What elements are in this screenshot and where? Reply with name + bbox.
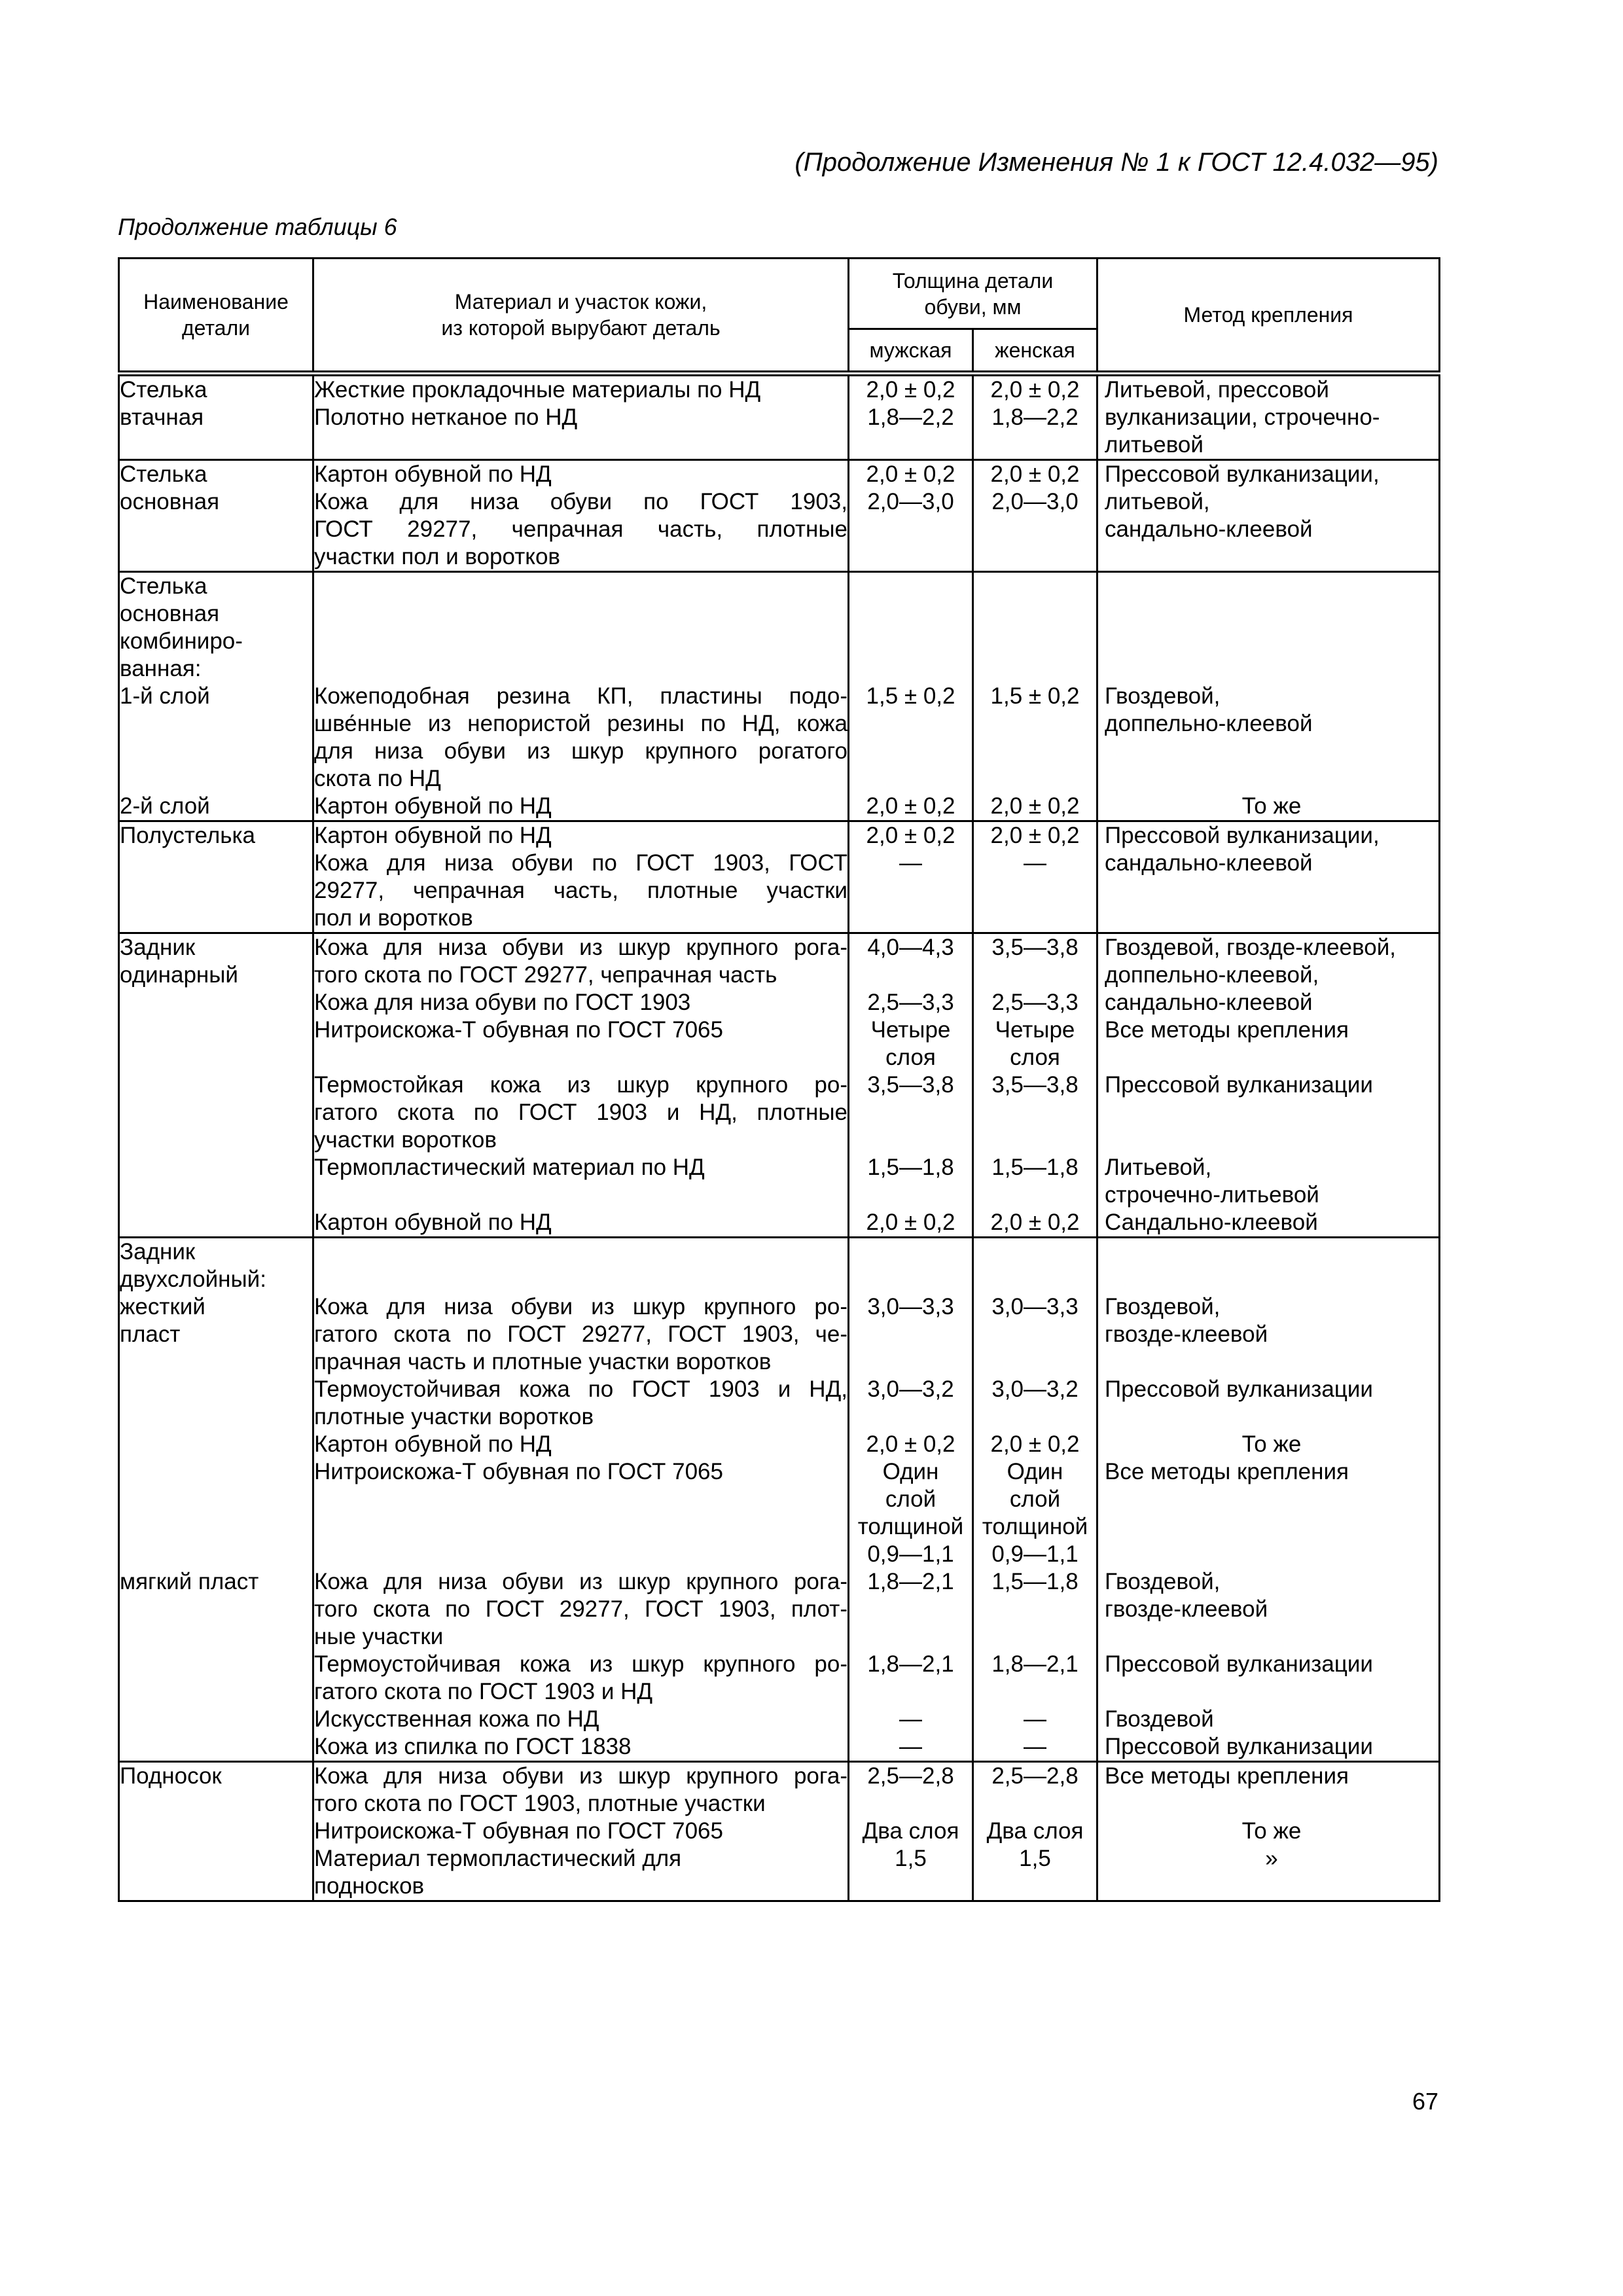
- table-row: [119, 821, 1440, 933]
- thickness-female-line: [974, 1623, 1096, 1651]
- thickness-male-line: [849, 1596, 972, 1623]
- thickness-female-line: [974, 573, 1096, 600]
- material-line: пол и воротков: [314, 905, 473, 931]
- part-name-line: двухслойный:: [120, 1266, 266, 1292]
- thickness-female-line: —: [1024, 1706, 1046, 1732]
- thickness-female-line: 1,5—1,8: [991, 1569, 1079, 1594]
- thickness-female-line: [974, 1126, 1096, 1154]
- part-name-line: ванная:: [120, 656, 202, 681]
- thickness-male-line: 3,0—3,3: [867, 1294, 954, 1319]
- material-line: [314, 628, 847, 655]
- material-line: Кожа для низа обуви из шкур крупного ро-: [314, 1294, 847, 1319]
- material-line: Кожеподобная резина КП, пластины подо-: [314, 683, 847, 709]
- part-name-line: 2-й слой: [120, 793, 210, 819]
- thickness-female-line: —: [1024, 1734, 1046, 1759]
- thickness-male-line: [849, 1321, 972, 1348]
- thickness-female-line: [974, 1321, 1096, 1348]
- method-line: Все методы крепления: [1105, 1763, 1349, 1789]
- thickness-female-line: 3,0—3,2: [991, 1376, 1079, 1402]
- thickness-male-line: 1,5: [895, 1846, 927, 1871]
- material-line: 29277, чепрачная часть, плотные участки: [314, 878, 847, 903]
- method-line: [1105, 1513, 1438, 1541]
- method-line: [1105, 1873, 1438, 1900]
- thickness-female-line: 3,5—3,8: [991, 935, 1079, 960]
- thickness-male-line: 1,8—2,2: [867, 404, 954, 430]
- material-line: того скота по ГОСТ 29277, чепрачная часть: [314, 962, 777, 988]
- material-line: прачная часть и плотные участки воротков: [314, 1349, 772, 1374]
- cell-material: [313, 1238, 849, 1762]
- cell-method: [1097, 374, 1440, 460]
- method-line: доппельно-клеевой: [1105, 711, 1313, 736]
- method-line: гвозде-клеевой: [1105, 1321, 1268, 1347]
- thickness-female-line: толщиной: [982, 1514, 1088, 1539]
- thickness-male-line: 2,5—2,8: [867, 1763, 954, 1789]
- thickness-female-line: Четыре: [995, 1017, 1075, 1043]
- material-line: [314, 573, 847, 600]
- cell-part-name: [119, 374, 313, 460]
- part-name-line: [120, 1513, 312, 1541]
- thickness-female-line: [974, 1181, 1096, 1209]
- header-female: женская: [973, 329, 1097, 374]
- material-line: Жесткие прокладочные материалы по НД: [314, 377, 761, 403]
- material-line: Кожа для низа обуви по ГОСТ 1903,: [314, 489, 847, 514]
- material-line: подносков: [314, 1873, 425, 1899]
- material-line: Картон обувной по НД: [314, 1210, 552, 1235]
- cell-thickness-female: [973, 821, 1097, 933]
- material-line: Термоустойчивая кожа по ГОСТ 1903 и НД,: [314, 1376, 847, 1402]
- thickness-male-line: слой: [885, 1486, 936, 1512]
- thickness-male-line: 3,5—3,8: [867, 1072, 954, 1098]
- part-name-line: [120, 1541, 312, 1568]
- header-material: Материал и участок кожи, из которой вырубают деталь: [313, 259, 849, 374]
- cell-material: [313, 572, 849, 821]
- thickness-male-line: 3,0—3,2: [867, 1376, 954, 1402]
- thickness-female-line: [974, 1596, 1096, 1623]
- part-name-line: [120, 1348, 312, 1376]
- table-row: [119, 374, 1440, 460]
- method-line: Сандально-клеевой: [1105, 1210, 1318, 1235]
- thickness-female-line: —: [1024, 850, 1046, 876]
- thickness-female-line: [974, 655, 1096, 683]
- cell-thickness-female: [973, 460, 1097, 572]
- thickness-male-line: Один: [882, 1459, 939, 1484]
- thickness-female-line: Два слоя: [986, 1818, 1084, 1844]
- material-line: Картон обувной по НД: [314, 823, 552, 848]
- cell-thickness-male: [849, 460, 973, 572]
- method-line: литьевой,: [1105, 489, 1210, 514]
- thickness-female-line: 1,5: [1019, 1846, 1051, 1871]
- header-male: мужская: [849, 329, 973, 374]
- cell-part-name: [119, 1762, 313, 1901]
- thickness-male-line: толщиной: [857, 1514, 964, 1539]
- material-line: скота по НД: [314, 766, 441, 791]
- material-line: гатого скота по ГОСТ 1903 и НД, плотные: [314, 1100, 847, 1125]
- method-line: [1105, 600, 1438, 628]
- cell-thickness-male: [849, 821, 973, 933]
- thickness-male-line: 2,5—3,3: [867, 990, 954, 1015]
- method-line: [1105, 1044, 1438, 1071]
- part-name-line: [120, 765, 312, 793]
- material-line: Искусственная кожа по НД: [314, 1706, 599, 1732]
- thickness-female-line: 2,5—2,8: [991, 1763, 1079, 1789]
- material-line: Кожа для низа обуви по ГОСТ 1903, ГОСТ: [314, 850, 847, 876]
- thickness-male-line: [849, 1623, 972, 1651]
- method-line: [1105, 1541, 1438, 1568]
- cell-material: [313, 1762, 849, 1901]
- part-name-line: одинарный: [120, 962, 238, 988]
- material-line: плотные участки воротков: [314, 1404, 594, 1429]
- method-line: доппельно-клеевой,: [1105, 962, 1319, 988]
- method-line: [1105, 655, 1438, 683]
- material-line: того скота по ГОСТ 29277, ГОСТ 1903, плот-: [314, 1596, 847, 1622]
- thickness-female-line: [974, 738, 1096, 765]
- thickness-female-line: 1,8—2,2: [991, 404, 1079, 430]
- method-line: Гвоздевой, гвозде-клеевой,: [1105, 935, 1396, 960]
- thickness-male-line: [849, 573, 972, 600]
- method-line: Все методы крепления: [1105, 1459, 1349, 1484]
- thickness-female-line: 1,5—1,8: [991, 1155, 1079, 1180]
- cell-part-name: [119, 572, 313, 821]
- cell-method: [1097, 1238, 1440, 1762]
- method-line: Гвоздевой,: [1105, 1294, 1221, 1319]
- thickness-female-line: [974, 765, 1096, 793]
- part-name-line: комбиниро-: [120, 628, 243, 654]
- thickness-male-line: [849, 655, 972, 683]
- thickness-female-line: [974, 1238, 1096, 1266]
- material-line: [314, 655, 847, 683]
- method-line: [1105, 1348, 1438, 1376]
- thickness-male-line: [849, 961, 972, 989]
- cell-part-name: [119, 821, 313, 933]
- cell-thickness-female: [973, 374, 1097, 460]
- material-line: [314, 1513, 847, 1541]
- material-line: Нитроискожа-Т обувная по ГОСТ 7065: [314, 1818, 723, 1844]
- part-name-line: [120, 1431, 312, 1458]
- thickness-male-line: [849, 1126, 972, 1154]
- material-line: [314, 1238, 847, 1266]
- material-line: Нитроискожа-Т обувная по ГОСТ 7065: [314, 1017, 723, 1043]
- material-line: шве́нные из непористой резины по НД, кожа: [314, 711, 847, 736]
- part-name-line: пласт: [120, 1321, 181, 1347]
- cell-thickness-female: [973, 933, 1097, 1238]
- material-line: ГОСТ 29277, чепрачная часть, плотные: [314, 516, 847, 542]
- part-name-line: Задник: [120, 935, 196, 960]
- part-name-line: [120, 1376, 312, 1403]
- thickness-male-line: 1,8—2,1: [867, 1569, 954, 1594]
- part-name-line: Стелька: [120, 461, 207, 487]
- method-line: Литьевой,: [1105, 1155, 1212, 1180]
- thickness-female-line: 0,9—1,1: [991, 1541, 1079, 1567]
- method-line: То же: [1241, 1431, 1302, 1457]
- method-line: То же: [1241, 793, 1302, 819]
- material-line: [314, 1486, 847, 1513]
- thickness-male-line: [849, 738, 972, 765]
- thickness-female-line: 3,0—3,3: [991, 1294, 1079, 1319]
- thickness-male-line: 1,8—2,1: [867, 1651, 954, 1677]
- method-line: [1105, 573, 1438, 600]
- thickness-female-line: [974, 628, 1096, 655]
- thickness-male-line: [849, 1348, 972, 1376]
- material-line: Картон обувной по НД: [314, 1431, 552, 1457]
- method-line: [1105, 738, 1438, 765]
- thickness-male-line: 2,0 ± 0,2: [866, 1210, 955, 1235]
- material-line: Кожа для низа обуви из шкур крупного рога-: [314, 1569, 847, 1594]
- material-line: [314, 1541, 847, 1568]
- thickness-male-line: [849, 1403, 972, 1431]
- part-name-line: Полустелька: [120, 823, 256, 848]
- thickness-female-line: [974, 1790, 1096, 1818]
- part-name-line: [120, 1403, 312, 1431]
- material-line: Кожа для низа обуви из шкур крупного рога-: [314, 935, 847, 960]
- cell-part-name: [119, 1238, 313, 1762]
- material-line: [314, 1044, 847, 1071]
- part-name-line: основная: [120, 601, 220, 626]
- method-line: Гвоздевой,: [1105, 1569, 1221, 1594]
- thickness-male-line: [849, 628, 972, 655]
- method-line: [1105, 1486, 1438, 1513]
- method-line: [1105, 1790, 1438, 1818]
- method-line: вулканизации, строчечно-: [1105, 404, 1380, 430]
- method-line: [1105, 1623, 1438, 1651]
- thickness-male-line: —: [899, 850, 922, 876]
- cell-thickness-female: [973, 572, 1097, 821]
- method-line: Все методы крепления: [1105, 1017, 1349, 1043]
- thickness-male-line: 2,0 ± 0,2: [866, 1431, 955, 1457]
- method-line: Гвоздевой: [1105, 1706, 1214, 1732]
- material-line: [314, 1266, 847, 1293]
- part-name-line: основная: [120, 489, 220, 514]
- thickness-male-line: —: [899, 1734, 922, 1759]
- method-line: сандально-клеевой: [1105, 516, 1313, 542]
- header-name: Наименование детали: [119, 259, 313, 374]
- thickness-male-line: 2,0 ± 0,2: [866, 461, 955, 487]
- material-line: Полотно нетканое по НД: [314, 404, 578, 430]
- thickness-male-line: 1,5 ± 0,2: [866, 683, 955, 709]
- table-row: [119, 1238, 1440, 1762]
- method-line: Гвоздевой,: [1105, 683, 1221, 709]
- cell-material: [313, 460, 849, 572]
- table-row: [119, 572, 1440, 821]
- thickness-male-line: [849, 1181, 972, 1209]
- thickness-female-line: [974, 961, 1096, 989]
- method-line: литьевой: [1105, 432, 1204, 457]
- thickness-male-line: [849, 710, 972, 738]
- material-line: Нитроискожа-Т обувная по ГОСТ 7065: [314, 1459, 723, 1484]
- thickness-female-line: [974, 1873, 1096, 1900]
- thickness-female-line: 2,0—3,0: [991, 489, 1079, 514]
- cell-thickness-female: [973, 1762, 1097, 1901]
- material-line: Материал термопластический для: [314, 1846, 682, 1871]
- thickness-male-line: 4,0—4,3: [867, 935, 954, 960]
- table-row: [119, 460, 1440, 572]
- part-name-line: жесткий: [120, 1294, 205, 1319]
- thickness-female-line: 2,0 ± 0,2: [990, 461, 1080, 487]
- thickness-female-line: слоя: [1010, 1045, 1060, 1070]
- thickness-male-line: [849, 600, 972, 628]
- thickness-male-line: 2,0—3,0: [867, 489, 954, 514]
- thickness-male-line: слоя: [885, 1045, 936, 1070]
- table-caption: Продолжение таблицы 6: [118, 213, 397, 240]
- method-line: [1105, 1266, 1438, 1293]
- part-name-line: [120, 1486, 312, 1513]
- part-name-line: 1-й слой: [120, 683, 210, 709]
- cell-part-name: [119, 460, 313, 572]
- cell-thickness-female: [973, 1238, 1097, 1762]
- material-line: Картон обувной по НД: [314, 793, 552, 819]
- method-line: строчечно-литьевой: [1105, 1182, 1319, 1208]
- table-header: [119, 259, 1440, 374]
- part-name-line: втачная: [120, 404, 204, 430]
- material-line: гатого скота по ГОСТ 1903 и НД: [314, 1679, 653, 1704]
- method-line: сандально-клеевой: [1105, 850, 1313, 876]
- method-line: »: [1265, 1846, 1278, 1871]
- thickness-female-line: 2,0 ± 0,2: [990, 1431, 1080, 1457]
- part-name-line: Задник: [120, 1239, 196, 1265]
- cell-thickness-male: [849, 572, 973, 821]
- method-line: [1105, 1126, 1438, 1154]
- thickness-female-line: [974, 1348, 1096, 1376]
- method-line: [1105, 1403, 1438, 1431]
- thickness-female-line: слой: [1009, 1486, 1061, 1512]
- part-name-line: [120, 1458, 312, 1486]
- part-name-line: Стелька: [120, 377, 207, 403]
- thickness-male-line: [849, 1266, 972, 1293]
- material-line: Картон обувной по НД: [314, 461, 552, 487]
- cell-method: [1097, 1762, 1440, 1901]
- thickness-female-line: [974, 1266, 1096, 1293]
- method-line: Прессовой вулканизации: [1105, 1376, 1373, 1402]
- material-line: ные участки: [314, 1624, 444, 1649]
- thickness-male-line: [849, 1873, 972, 1900]
- thickness-male-line: 2,0 ± 0,2: [866, 793, 955, 819]
- thickness-female-line: [974, 1099, 1096, 1126]
- thickness-male-line: 2,0 ± 0,2: [866, 823, 955, 848]
- thickness-male-line: 2,0 ± 0,2: [866, 377, 955, 403]
- method-line: [1105, 765, 1438, 793]
- thickness-male-line: [849, 1238, 972, 1266]
- thickness-female-line: 2,0 ± 0,2: [990, 823, 1080, 848]
- thickness-female-line: 2,0 ± 0,2: [990, 793, 1080, 819]
- table-body: [119, 374, 1440, 1901]
- material-line: участки пол и воротков: [314, 544, 561, 569]
- cell-method: [1097, 933, 1440, 1238]
- cell-material: [313, 821, 849, 933]
- method-line: Прессовой вулканизации: [1105, 1072, 1373, 1098]
- thickness-male-line: [849, 1790, 972, 1818]
- cell-thickness-male: [849, 374, 973, 460]
- thickness-male-line: [849, 765, 972, 793]
- thickness-male-line: Два слоя: [862, 1818, 959, 1844]
- thickness-female-line: [974, 1678, 1096, 1706]
- material-line: того скота по ГОСТ 1903, плотные участки: [314, 1791, 766, 1816]
- material-line: участки воротков: [314, 1127, 497, 1153]
- material-line: [314, 600, 847, 628]
- method-line: Прессовой вулканизации,: [1105, 823, 1380, 848]
- method-line: [1105, 1099, 1438, 1126]
- material-line: Термопластический материал по НД: [314, 1155, 705, 1180]
- header-method: Метод крепления: [1097, 259, 1440, 374]
- method-line: То же: [1241, 1818, 1302, 1844]
- thickness-male-line: —: [899, 1706, 922, 1732]
- material-line: [314, 1181, 847, 1209]
- method-line: сандально-клеевой: [1105, 990, 1313, 1015]
- material-line: Кожа из спилка по ГОСТ 1838: [314, 1734, 632, 1759]
- thickness-male-line: Четыре: [870, 1017, 951, 1043]
- thickness-female-line: 2,0 ± 0,2: [990, 377, 1080, 403]
- part-name-line: [120, 738, 312, 765]
- thickness-female-line: 1,5 ± 0,2: [990, 683, 1080, 709]
- material-line: для низа обуви из шкур крупного рогатого: [314, 738, 847, 764]
- table-row: [119, 1762, 1440, 1901]
- page-header: (Продолжение Изменения № 1 к ГОСТ 12.4.032—95): [794, 148, 1438, 177]
- cell-material: [313, 933, 849, 1238]
- table-row: [119, 933, 1440, 1238]
- part-name-line: мягкий пласт: [120, 1569, 259, 1594]
- method-line: гвозде-клеевой: [1105, 1596, 1268, 1622]
- thickness-female-line: 2,5—3,3: [991, 990, 1079, 1015]
- header-thickness: Толщина детали обуви, мм: [849, 259, 1097, 329]
- thickness-female-line: 2,0 ± 0,2: [990, 1210, 1080, 1235]
- material-line: Кожа для низа обуви из шкур крупного рога-: [314, 1763, 847, 1789]
- page-number: 67: [1412, 2088, 1438, 2115]
- thickness-male-line: 0,9—1,1: [867, 1541, 954, 1567]
- method-line: Прессовой вулканизации: [1105, 1651, 1373, 1677]
- method-line: [1105, 1678, 1438, 1706]
- material-line: гатого скота по ГОСТ 29277, ГОСТ 1903, че-: [314, 1321, 847, 1347]
- thickness-female-line: [974, 600, 1096, 628]
- cell-method: [1097, 572, 1440, 821]
- method-line: Прессовой вулканизации,: [1105, 461, 1380, 487]
- thickness-male-line: 1,5—1,8: [867, 1155, 954, 1180]
- cell-thickness-male: [849, 1762, 973, 1901]
- thickness-male-line: [849, 1099, 972, 1126]
- method-line: Прессовой вулканизации: [1105, 1734, 1373, 1759]
- method-line: [1105, 1238, 1438, 1266]
- cell-method: [1097, 460, 1440, 572]
- material-line: Термоустойчивая кожа из шкур крупного ро-: [314, 1651, 847, 1677]
- material-line: Кожа для низа обуви по ГОСТ 1903: [314, 990, 691, 1015]
- cell-thickness-male: [849, 933, 973, 1238]
- part-name-line: Подносок: [120, 1763, 222, 1789]
- cell-material: [313, 374, 849, 460]
- cell-method: [1097, 821, 1440, 933]
- part-name-line: [120, 710, 312, 738]
- part-name-line: Стелька: [120, 573, 207, 599]
- thickness-female-line: 3,5—3,8: [991, 1072, 1079, 1098]
- thickness-female-line: 1,8—2,1: [991, 1651, 1079, 1677]
- material-line: Термостойкая кожа из шкур крупного ро-: [314, 1072, 847, 1098]
- cell-thickness-male: [849, 1238, 973, 1762]
- thickness-female-line: [974, 710, 1096, 738]
- thickness-female-line: Один: [1007, 1459, 1063, 1484]
- thickness-male-line: [849, 1678, 972, 1706]
- cell-part-name: [119, 933, 313, 1238]
- materials-table: [118, 257, 1440, 1902]
- method-line: Литьевой, прессовой: [1105, 377, 1329, 403]
- method-line: [1105, 628, 1438, 655]
- thickness-female-line: [974, 1403, 1096, 1431]
